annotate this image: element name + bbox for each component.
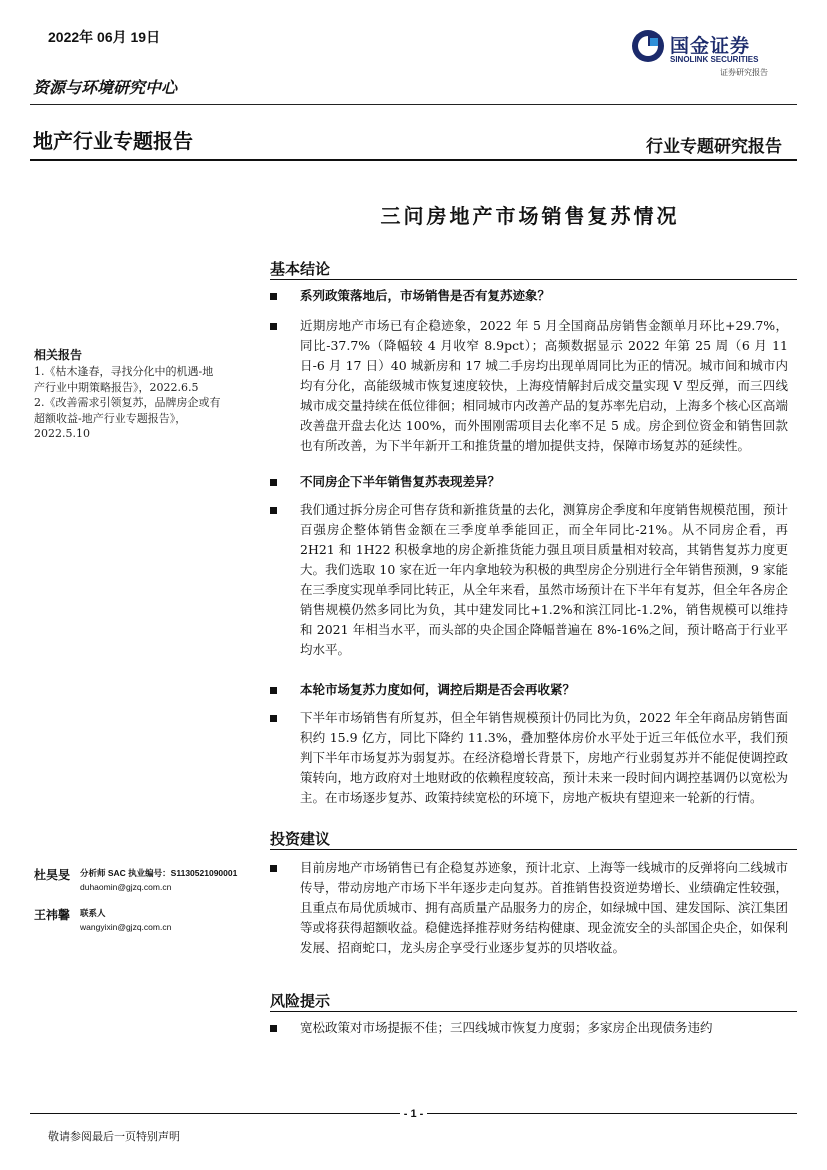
related-report-item: 2.《改善需求引领复苏，品牌房企或有超额收益-地产行业专题报告》，2022.5.10 — [34, 396, 221, 440]
analyst-email[interactable]: duhaomin@gjzq.com.cn — [80, 882, 172, 892]
contact-info — [80, 906, 171, 934]
bullet-answer-2: 我们通过拆分房企可售存货和新推货量的去化，测算房企季度和年度销售规模范围，预计百强房企整体销售金额在三季度单季能回正，而全年同比-21%。从不同房企看，再 2H21 和 1H22 积极拿地的房企新推货能力强且项目质量相对较高，其销售复苏力度更大。我们选取 10 家在近一年内拿地较为积极的典型房企分别进行全年销售预测，9 家能在三季度实现单季同比转正，从全年来看，虽然市场预计在下半年有复苏，但全年各房企销售规模仍然多同比为负，其中建发同比+1.2%和滨江同比-1.2%，销售规模可以维持和 2021 年相当水平，而头部的央企国企降幅普遍在 8%-16%之间，预计略高于行业平均水平。 — [270, 500, 788, 660]
related-report-item: 1.《枯木逢春，寻找分化中的机遇-地产行业中期策略报告》，2022.6.5 — [34, 365, 214, 394]
report-date: 2022年 06月 19日 — [48, 29, 161, 45]
logo-text-en: SINOLINK SECURITIES — [670, 55, 759, 64]
section-heading-basic: 基本结论 — [270, 260, 331, 278]
contact-name: 王祎馨 — [34, 908, 71, 922]
report-subtitle: 行业专题研究报告 — [646, 137, 782, 157]
bullet-question-1: 系列政策落地后，市场销售是否有复苏迹象？ — [270, 286, 788, 306]
section-heading-invest: 投资建议 — [270, 830, 331, 848]
analyst-name: 杜昊旻 — [34, 868, 71, 882]
document-title: 三问房地产市场销售复苏情况 — [380, 204, 680, 228]
report-type: 地产行业专题报告 — [33, 131, 193, 153]
contact-role: 联系人 — [80, 908, 106, 918]
related-reports-title: 相关报告 — [34, 348, 83, 362]
logo-subtitle: 证券研究报告 — [720, 68, 768, 77]
section-divider — [270, 1011, 797, 1012]
footer-disclaimer: 敬请参阅最后一页特别声明 — [48, 1130, 180, 1143]
header-rule — [30, 159, 797, 161]
analyst-role: 分析师 SAC 执业编号：S1130521090001 — [80, 868, 238, 878]
contact-email[interactable]: wangyixin@gjzq.com.cn — [80, 922, 172, 932]
page-number: - 1 - — [0, 1108, 827, 1120]
section-divider — [270, 279, 797, 280]
analyst-info — [80, 866, 237, 894]
bullet-invest: 目前房地产市场销售已有企稳复苏迹象，预计北京、上海等一线城市的反弹将向二线城市传导，带动房地产市场下半年逐步走向复苏。首推销售投资逆势增长、业绩确定性较强，且重点布局优质城市、拥有高质量产品服务力的房企，如绿城中国、建发国际、滨江集团等或将获得超额收益。稳健选择推荐财务结构健康、现金流安全的头部国企央企，如保利发展、招商蛇口，龙头房企享受行业逐步复苏的贝塔收益。 — [270, 858, 788, 958]
sinolink-logo-icon — [630, 28, 666, 64]
section-heading-risk: 风险提示 — [270, 992, 331, 1010]
bullet-answer-1: 近期房地产市场已有企稳迹象，2022 年 5 月全国商品房销售金额单月环比+29.7%，同比-37.7%（降幅较 4 月收窄 8.9pct）；高频数据显示 2022 年第 25 周（6 月 11 日-6 月 17 日）40 城新房和 17 城二手房均出现单周同比为正的情况。城市间和城市内均有分化，高能级城市恢复速度较快，上海疫情解封后成交量实现 V 型反弹，而三四线城市成交量持续在低位徘徊；相同城市内改善产品的复苏率先启动，上海多个核心区高端改善盘开盘去化达 100%，而外围刚需项目去化率不足 5 成。房企到位资金和销售回款也有所改善，为下半年新开工和推货量的增加提供支持，保障市场复苏的延续性。 — [270, 316, 788, 456]
header-divider — [30, 104, 797, 105]
bullet-answer-3: 下半年市场销售有所复苏，但全年销售规模预计仍同比为负，2022 年全年商品房销售面积约 15.9 亿方，同比下降约 11.3%，叠加整体房价水平处于近三年低位水平，我们预判下半年市场复苏为弱复苏。在经济稳增长背景下，房地产行业弱复苏并不能促使调控政策转向，地方政府对土地财政的依赖程度较高，预计未来一段时间内调控基调仍以宽松为主。在市场逐步复苏、政策持续宽松的环境下，房地产板块有望迎来一轮新的行情。 — [270, 708, 788, 808]
logo-text-cn: 国金证券 — [670, 36, 751, 57]
section-divider — [270, 849, 797, 850]
bullet-question-2: 不同房企下半年销售复苏表现差异？ — [270, 472, 788, 492]
bullet-risk: 宽松政策对市场提振不佳；三四线城市恢复力度弱；多家房企出现债务违约 — [270, 1018, 788, 1038]
bullet-question-3: 本轮市场复苏力度如何，调控后期是否会再收紧？ — [270, 680, 788, 700]
related-reports-list — [34, 364, 224, 442]
research-center: 资源与环境研究中心 — [33, 78, 178, 97]
